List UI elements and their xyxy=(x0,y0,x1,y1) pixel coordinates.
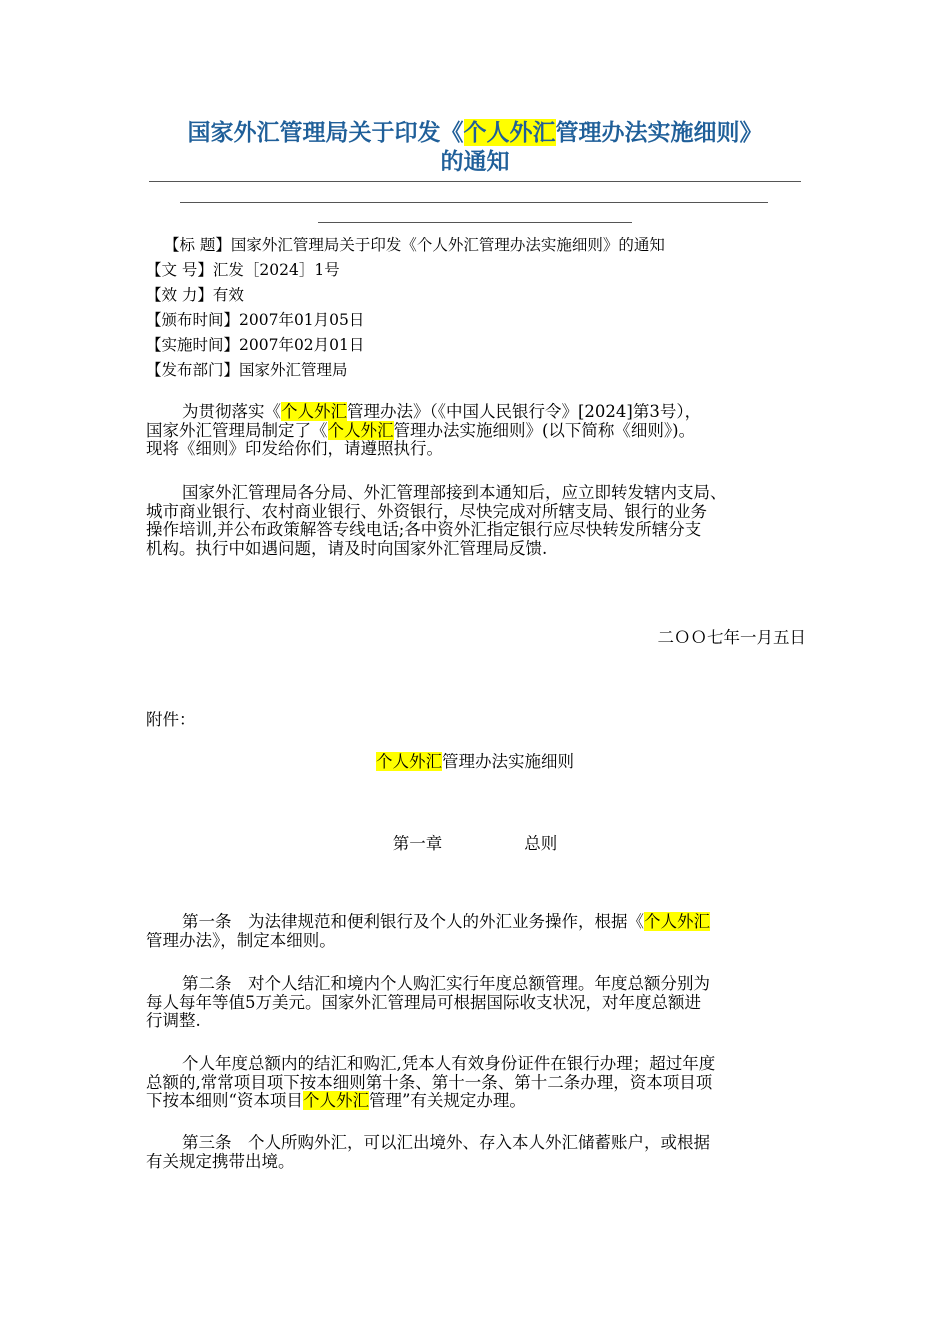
highlight: 个人外汇 xyxy=(644,912,710,931)
highlight: 个人外汇 xyxy=(376,752,442,771)
meta-title: 【标 题】国家外汇管理局关于印发《个人外汇管理办法实施细则》的通知 xyxy=(164,236,665,254)
title-line-1: 国家外汇管理局关于印发《个人外汇管理办法实施细则》 xyxy=(187,119,763,146)
paragraph-2: 国家外汇管理局各分局、外汇管理部接到本通知后，应立即转发辖内支局、 城市商业银行、农村商业银行、外资银行，尽快完成对所辖支局、银行的业务 操作培训,并公布政策解答专线电话;各中资外汇指定银行应尽快转发所辖分支 机构。执行中如遇问题，请及时向国家外汇管理局反馈. xyxy=(146,483,727,558)
highlight: 个人外汇 xyxy=(327,420,394,440)
title-line-2: 的通知 xyxy=(440,148,510,175)
article-3: 第三条 个人所购外汇，可以汇出境外、存入本人外汇储蓄账户，或根据 有关规定携带出境。 xyxy=(146,1133,710,1171)
meta-doc-number: 【文 号】汇发［2024］1号 xyxy=(146,261,340,279)
meta-effect: 【效 力】有效 xyxy=(146,286,244,304)
highlight: 个人外汇 xyxy=(463,119,556,146)
highlight: 个人外汇 xyxy=(281,402,347,421)
meta-implementation-date: 【实施时间】2007年02月01日 xyxy=(146,336,365,354)
attachment-title: 个人外汇管理办法实施细则 xyxy=(376,752,574,771)
article-2: 第二条 对个人结汇和境内个人购汇实行年度总额管理。年度总额分别为 每人每年等值5万美元。国家外汇管理局可根据国际收支状况，对年度总额进 行调整. xyxy=(146,974,710,1030)
separator-rule-1 xyxy=(149,181,801,182)
meta-department: 【发布部门】国家外汇管理局 xyxy=(146,361,348,379)
document-title xyxy=(100,118,850,176)
document-date: 二ＯＯ七年一月五日 xyxy=(657,628,806,647)
separator-rule-3 xyxy=(318,222,632,223)
article-2-paragraph-2: 个人年度总额内的结汇和购汇,凭本人有效身份证件在银行办理；超过年度 总额的,常常项目项下按本细则第十条、第十一条、第十二条办理，资本项目项 下按本细则“资本项目个人外汇管理”有关规定办理。 xyxy=(146,1054,716,1110)
attachment-label: 附件： xyxy=(146,710,196,729)
meta-issue-date: 【颁布时间】2007年01月05日 xyxy=(146,311,365,329)
highlight: 个人外汇 xyxy=(302,1091,369,1110)
separator-rule-2 xyxy=(180,202,768,203)
paragraph-1: 为贯彻落实《个人外汇管理办法》（《中国人民银行令》[2024]第3号）， 国家外汇管理局制定了《个人外汇管理办法实施细则》(以下简称《细则》)。 现将《细则》印发给你们，请遵照执行。 xyxy=(146,402,702,458)
chapter-heading: 第一章 总则 xyxy=(392,834,558,853)
article-1: 第一条 为法律规范和便利银行及个人的外汇业务操作，根据《个人外汇 管理办法》，制定本细则。 xyxy=(146,912,710,950)
